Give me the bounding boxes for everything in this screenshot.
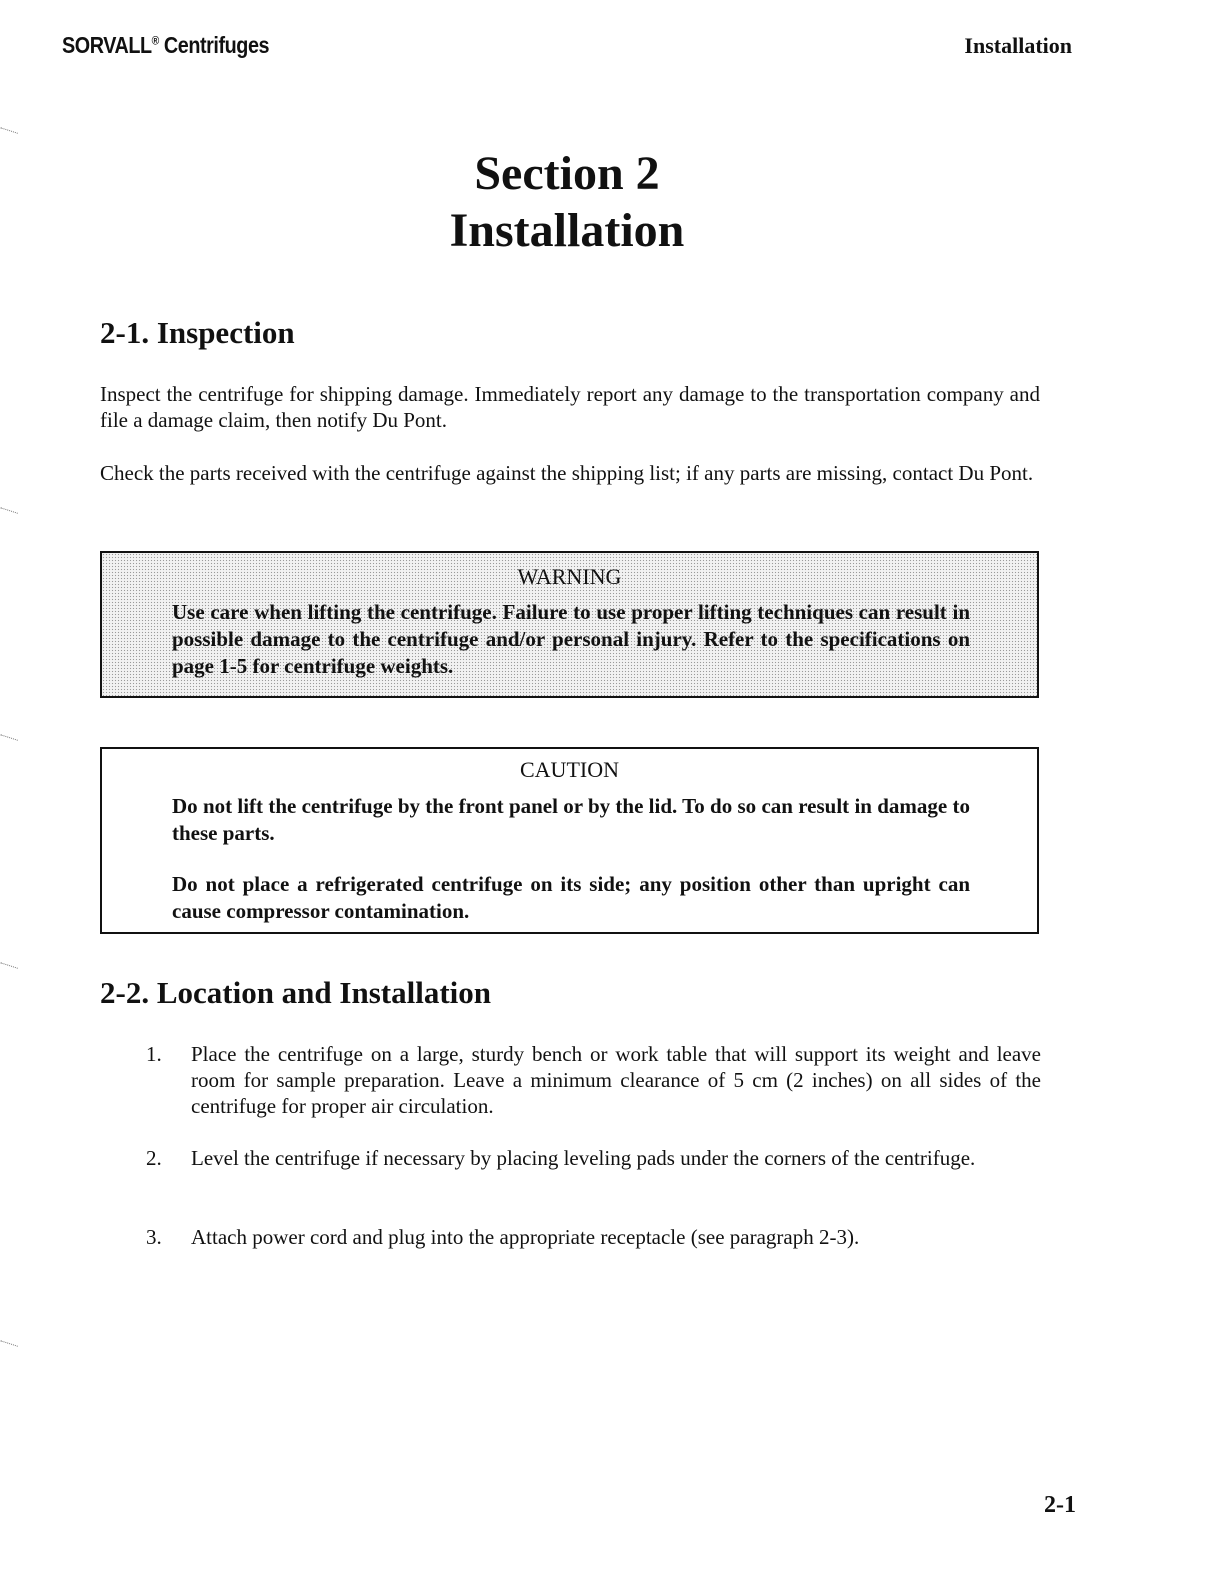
heading-inspection: 2-1. Inspection	[100, 315, 295, 350]
caution-text-1: Do not lift the centrifuge by the front panel or by the lid. To do so can result in damage to these parts.	[172, 794, 970, 845]
inspection-paragraph-2: Check the parts received with the centrifuge against the shipping list; if any parts are missing, contact Du Pont.	[100, 461, 1034, 485]
running-header-brand	[62, 32, 269, 59]
list-item-text: Place the centrifuge on a large, sturdy bench or work table that will support its weight and leave room for sample preparation. Leave a minimum clearance of 5 cm (2 inches) on all sides of the centrifuge for proper air circulation.	[191, 1042, 1041, 1118]
heading-location-installation: 2-2. Location and Installation	[100, 975, 492, 1010]
list-item-number: 3.	[146, 1225, 162, 1249]
section-title-line2: Installation	[449, 204, 685, 257]
warning-text: Use care when lifting the centrifuge. Failure to use proper lifting techniques can result in possible damage to the centrifuge and/or personal injury. Refer to the specifications on page 1-5 for centrifuge weights.	[172, 600, 970, 678]
caution-text-2: Do not place a refrigerated centrifuge on its side; any position other than upright can cause compressor contamination.	[172, 872, 970, 923]
inspection-paragraph-1: Inspect the centrifuge for shipping damage. Immediately report any damage to the transportation company and file a damage claim, then notify Du Pont.	[100, 382, 1040, 432]
margin-mark	[0, 507, 18, 514]
product-name: Centrifuges	[158, 32, 270, 58]
list-item	[146, 1145, 1046, 1199]
list-item-text: Attach power cord and plug into the appropriate receptacle (see paragraph 2-3).	[191, 1225, 860, 1249]
section-title-line1: Section 2	[474, 147, 660, 200]
caution-title: CAUTION	[520, 757, 619, 782]
list-item-number: 1.	[146, 1042, 162, 1066]
list-item	[146, 1041, 1046, 1121]
brand-name: SORVALL	[62, 32, 152, 58]
running-header-section: Installation	[964, 33, 1072, 58]
page-number: 2-1	[1044, 1492, 1076, 1518]
list-item-number: 2.	[146, 1146, 162, 1170]
list-item	[146, 1224, 1046, 1252]
registered-mark: ®	[151, 33, 159, 48]
margin-mark	[0, 1340, 18, 1347]
warning-box	[100, 551, 1039, 698]
margin-mark	[0, 734, 18, 741]
caution-box	[100, 747, 1039, 934]
warning-title: WARNING	[517, 564, 622, 589]
margin-mark	[0, 962, 18, 969]
list-item-text: Level the centrifuge if necessary by placing leveling pads under the corners of the centrifuge.	[191, 1146, 976, 1170]
margin-mark	[0, 127, 18, 134]
